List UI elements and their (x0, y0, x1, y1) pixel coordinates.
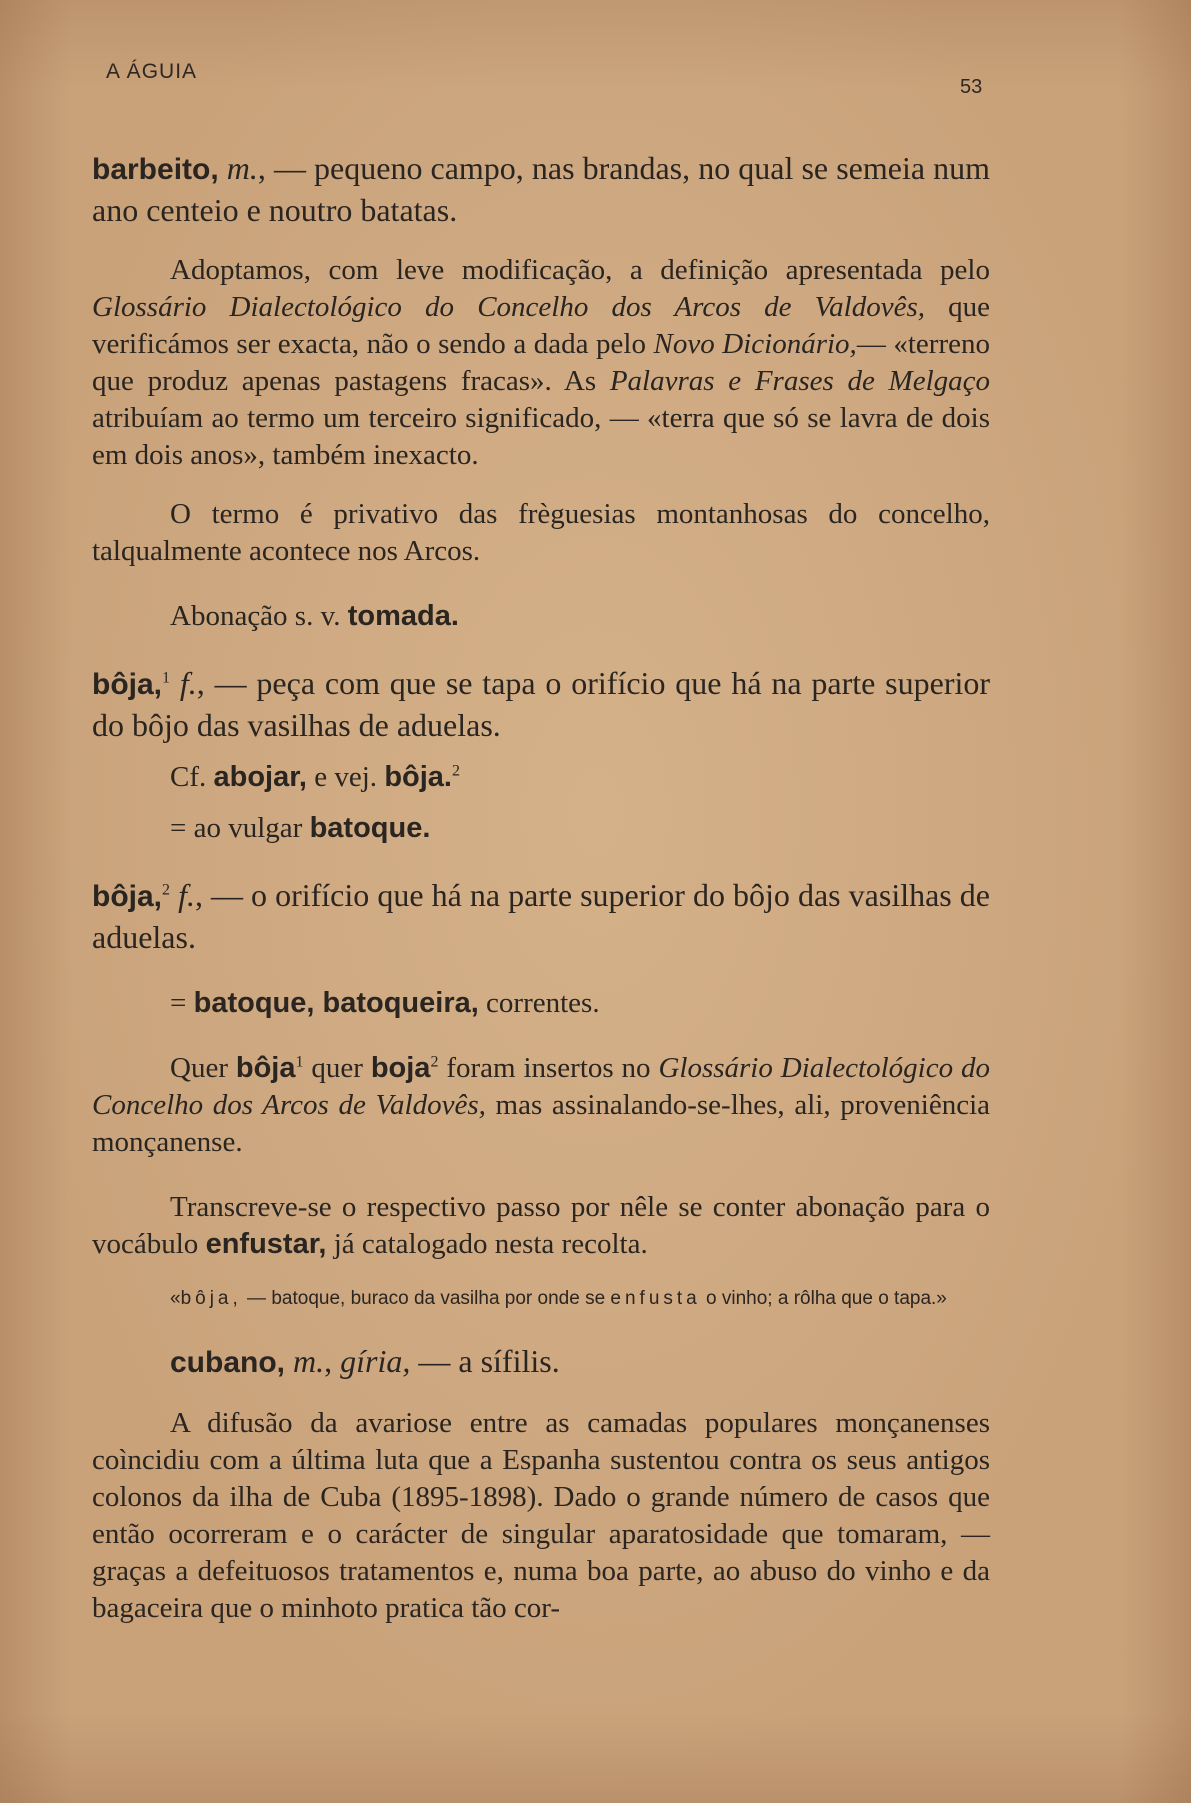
entry-boja-1 (92, 663, 990, 745)
superscript: 2 (430, 1053, 439, 1071)
page-number: 53 (960, 76, 983, 98)
text: Quer (170, 1052, 236, 1084)
text: — batoque, buraco da vasilha por onde se (241, 1288, 611, 1309)
paragraph-difusao: A difusão da avariose entre as camadas populares monçanenses coìncidiu com a última luta que a Espanha sustentou contra os seus antigos colonos da ilha de Cuba (1895-1898). Dado o grande número de casos que então ocorreram e o carácter de singular aparatosidade que tomaram, — graças a defeituosos tratamentos e, numa boa parte, ao abuso do vinho e da bagaceira que o minhoto pratica tão cor- (92, 1407, 990, 1624)
work-title: Glossário Dialectológico do Concelho dos Arcos de Valdovês, (92, 1052, 990, 1121)
grammatical-label: f. (178, 877, 195, 913)
entry-boja-2 (92, 875, 990, 957)
definition: pequeno campo, nas brandas, no qual se semeia num ano centeio e noutro batatas. (92, 150, 991, 228)
paragraph-ao-vulgar (92, 810, 990, 847)
cross-reference: tomada. (347, 600, 459, 632)
definition: peça com que se tapa o orifício que há na parte superior do bôjo das vasilhas de aduelas. (92, 665, 991, 743)
text: quer (303, 1052, 371, 1084)
definition: o orifício que há na parte superior do bôjo das vasilhas de aduelas. (92, 877, 991, 955)
text: já catalogado nesta recolta. (326, 1228, 648, 1260)
headword: barbeito, (92, 153, 219, 186)
text: — «terreno que produz apenas pastagens fracas». As (92, 328, 990, 397)
text: Adoptamos, com leve modificação, a definição apresentada pelo (170, 254, 990, 286)
headword: cubano, (170, 1346, 286, 1379)
entry-barbeito (92, 148, 990, 230)
paragraph-transcreve (92, 1189, 990, 1263)
grammatical-label: gíria, (340, 1343, 411, 1379)
cross-reference: boja (370, 1052, 431, 1084)
dash: , — (196, 665, 257, 701)
superscript: 1 (295, 1053, 304, 1071)
grammatical-label: f. (179, 665, 197, 701)
text: que verificámos ser exacta, não o sendo a dada pelo (92, 291, 991, 360)
paragraph-quer (92, 1050, 990, 1161)
spaced-word: enfusta (610, 1288, 701, 1309)
paragraph-cf (92, 759, 990, 796)
cross-reference: bôja (235, 1052, 296, 1084)
cross-reference: batoque, batoqueira, (193, 987, 479, 1019)
paragraph-termo: O termo é privativo das frèguesias montanhosas do concelho, talqualmente acontece nos Arcos. (92, 498, 990, 567)
text: correntes. (478, 987, 600, 1019)
superscript: 2 (162, 881, 171, 899)
text: o vinho; a rôlha que o tapa.» (700, 1288, 947, 1309)
headword: bôja, (92, 668, 163, 701)
work-title: Novo Dicionário, (653, 328, 857, 360)
running-title: A ÁGUIA (106, 60, 198, 83)
page-body (92, 148, 990, 1627)
cross-reference: abojar, (213, 761, 307, 793)
paragraph-abonacao (92, 598, 990, 635)
dash: — (410, 1343, 459, 1379)
cross-reference: batoque. (309, 812, 431, 844)
headword: bôja, (92, 880, 163, 913)
superscript: 2 (451, 762, 460, 780)
dash: , — (257, 150, 315, 186)
spaced-word: bôja, (180, 1288, 242, 1309)
text: Transcreve-se o respectivo passo por nêle se conter abonação para o vocábulo (92, 1191, 990, 1260)
dash: , — (194, 877, 252, 913)
grammatical-label: m. (226, 150, 258, 186)
text: Cf. (170, 761, 214, 793)
block-quote (92, 1285, 990, 1313)
definition: a sífilis. (458, 1343, 560, 1379)
work-title: Glossário Dialectológico do Concelho dos Arcos de Valdovês, (92, 291, 925, 323)
entry-cubano (92, 1341, 990, 1383)
superscript: 1 (162, 669, 171, 687)
work-title: Palavras e Frases de Melgaço (609, 365, 991, 397)
grammatical-label: m. (293, 1343, 325, 1379)
text: = ao vulgar (170, 812, 310, 844)
cross-reference: bôja. (384, 761, 452, 793)
paragraph-adoptamos (92, 252, 990, 474)
text: atribuíam ao termo um terceiro significado, — «terra que só se lavra de dois em dois anos», também inexacto. (92, 402, 990, 471)
text: = (170, 987, 194, 1019)
text: Abonação s. v. (170, 600, 348, 632)
cross-reference: enfustar, (205, 1228, 327, 1260)
text: e vej. (307, 761, 385, 793)
text: « (170, 1288, 181, 1309)
text: foram insertos no (438, 1052, 659, 1084)
separator: , (324, 1343, 341, 1379)
paragraph-batoque (92, 985, 990, 1022)
text: mas assinalando-se-lhes, ali, proveniência monçanense. (92, 1089, 990, 1158)
